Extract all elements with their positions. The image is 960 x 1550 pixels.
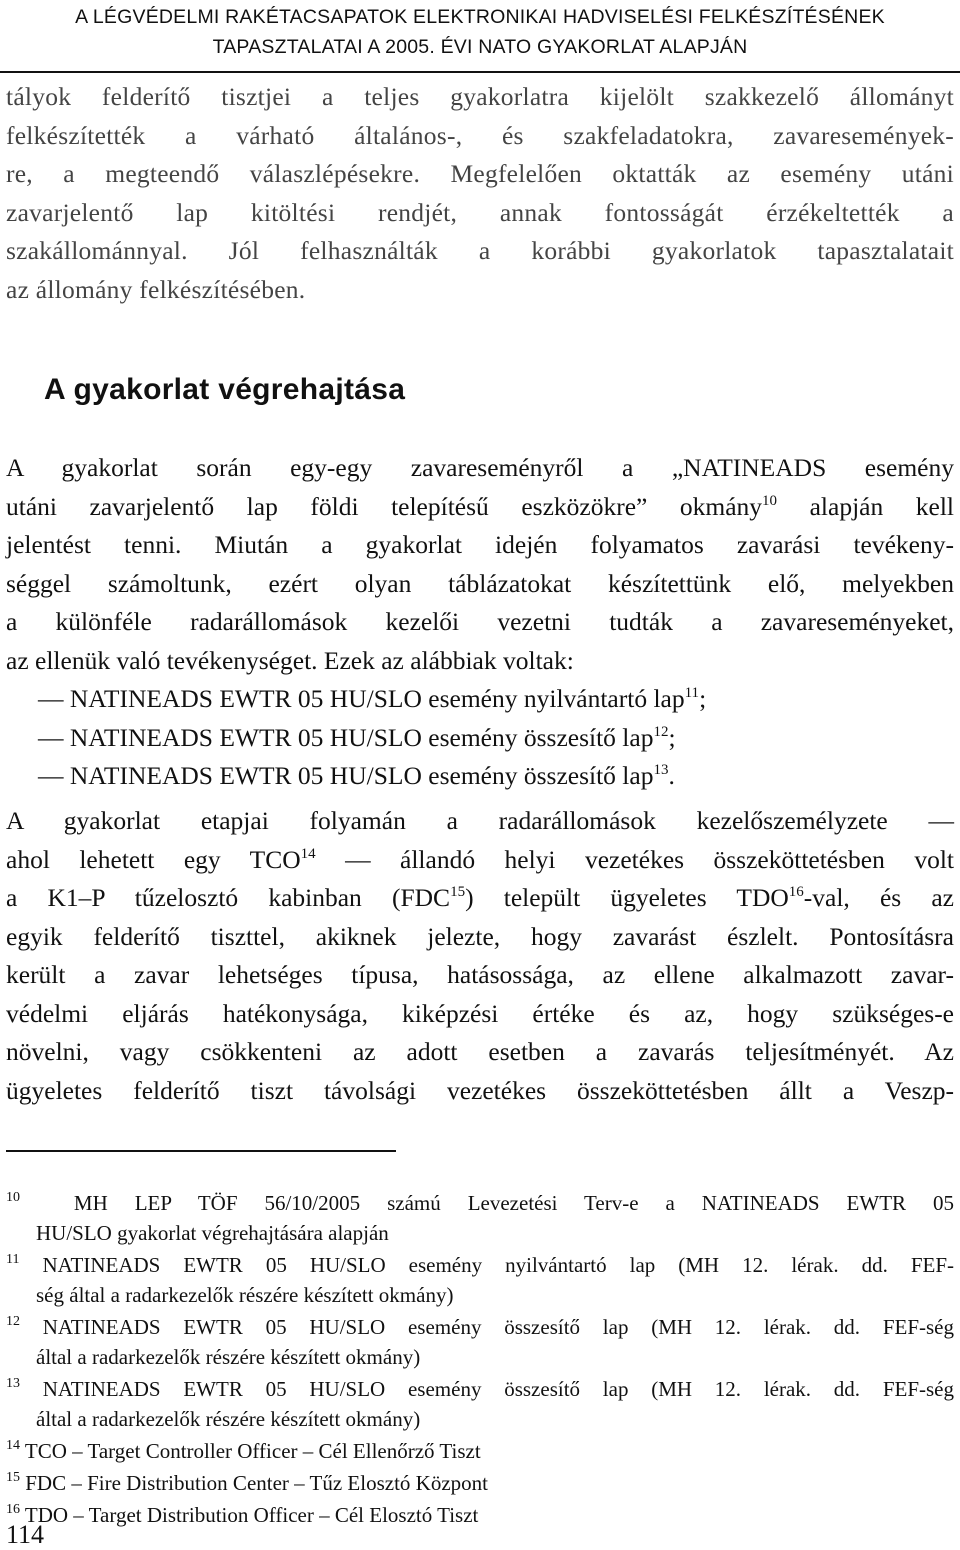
body-text: utáni zavarjelentő lap földi telepítésű eszközökre” okmány <box>6 491 763 521</box>
body-line: A gyakorlat során egy-egy zavareseményről a „NATINEADS esemény <box>6 453 954 482</box>
intro-line: szakállománnyal. Jól felhasználták a korábbi gyakorlatok tapasztalatait <box>6 236 954 265</box>
footnote-line <box>6 1188 954 1218</box>
footnote-line <box>6 1436 954 1466</box>
body-line: jelentést tenni. Miután a gyakorlat idején folyamatos zavarási tevékeny- <box>6 530 954 559</box>
footnote-text: TDO – Target Distribution Officer – Cél Elosztó Tiszt <box>24 1503 479 1527</box>
body-line <box>6 488 954 527</box>
body-line: ügyeletes felderítő tiszt távolsági vezetékes összeköttetésben állt a Veszp- <box>6 1075 954 1105</box>
intro-line: re, a megteendő válaszlépésekre. Megfelelően oktatták az esemény utáni <box>6 159 954 188</box>
footnote-ref[interactable]: 10 <box>762 492 778 509</box>
section-heading: A gyakorlat végrehajtása <box>44 373 406 406</box>
body-line: növelni, vagy csökkenteni az adott esetben a zavarás teljesítményét. Az <box>6 1037 954 1066</box>
footnote-ref[interactable]: 14 <box>300 845 316 862</box>
body-line: az ellenük való tevékenységet. Ezek az alábbiak voltak: <box>6 645 574 675</box>
document-list-item <box>6 757 954 796</box>
footnote-text: NATINEADS EWTR 05 HU/SLO esemény összesítő lap (MH 12. lérak. dd. FEF-ség <box>42 1377 954 1401</box>
footnote-text: MH LEP TÖF 56/10/2005 számú Levezetési Terv-e a NATINEADS EWTR 05 <box>73 1191 954 1215</box>
footnote-ref[interactable]: 12 <box>653 723 669 740</box>
body-line: került a zavar lehetséges típusa, hatásossága, az ellene alkalmazott zavar- <box>6 960 954 989</box>
body-line: séggel számoltunk, ezért olyan táblázatokat készítettünk elő, melyekben <box>6 568 954 598</box>
footnote-line <box>6 1312 954 1342</box>
footnote-text: NATINEADS EWTR 05 HU/SLO esemény összesítő lap (MH 12. lérak. dd. FEF-ség <box>42 1315 954 1339</box>
footnote-line: által a radarkezelők részére készített okmány) <box>36 1345 421 1369</box>
running-header-line-1: A LÉGVÉDELMI RAKÉTACSAPATOK ELEKTRONIKAI HADVISELÉSI FELKÉSZÍTÉSÉNEK <box>75 6 885 28</box>
footnote-line: HU/SLO gyakorlat végrehajtására alapján <box>36 1221 389 1245</box>
footnote-number: 13 <box>6 1376 20 1391</box>
intro-line: tályok felderítő tisztjei a teljes gyakorlatra kijelölt szakkezelő állományt <box>6 82 954 111</box>
footnote-ref[interactable]: 13 <box>653 762 669 778</box>
body-line: A gyakorlat etapjai folyamán a radarállomások kezelőszemélyzete ― <box>6 806 954 835</box>
body-line: védelmi eljárás hatékonysága, kiképzési értéke és az, hogy szükséges-e <box>6 998 954 1028</box>
list-item-punct: ; <box>668 722 676 752</box>
list-item-text: ― NATINEADS EWTR 05 HU/SLO esemény összesítő lap <box>38 722 654 752</box>
footnote-number: 15 <box>6 1470 20 1485</box>
body-paragraph-2 <box>6 802 954 1110</box>
body-text: ) települt ügyeletes TDO <box>465 883 789 912</box>
footnote-ref[interactable]: 15 <box>450 884 466 900</box>
footnote-line: által a radarkezelők részére készített okmány) <box>36 1407 421 1431</box>
body-line <box>6 879 954 918</box>
body-text: -val, és az <box>803 883 955 912</box>
footnote-line <box>6 1250 954 1280</box>
footnote-ref[interactable]: 16 <box>788 884 804 900</box>
footnote-line <box>6 1468 954 1498</box>
body-text: ― állandó helyi vezetékes összeköttetésben volt <box>315 844 954 874</box>
footnote-line <box>6 1374 954 1404</box>
body-text: alapján kell <box>777 491 954 521</box>
footnote-number: 12 <box>6 1314 20 1329</box>
running-header-line-2: TAPASZTALATAI A 2005. ÉVI NATO GYAKORLAT ALAPJÁN <box>212 36 748 58</box>
footnote-number: 11 <box>6 1252 20 1267</box>
document-list-item <box>6 719 954 758</box>
footnote-14 <box>6 1436 954 1466</box>
body-text: a K1–P tűzelosztó kabinban (FDC <box>6 883 451 912</box>
running-header <box>0 2 960 62</box>
document-list-item <box>6 680 954 719</box>
footnote-line: ség által a radarkezelők részére készített okmány) <box>36 1283 454 1307</box>
footnote-separator <box>6 1150 396 1152</box>
intro-line: zavarjelentő lap kitöltési rendjét, annak fontosságát érzékeltették a <box>6 197 954 227</box>
footnote-10 <box>6 1188 954 1248</box>
footnote-number: 16 <box>6 1502 20 1517</box>
footnote-ref[interactable]: 11 <box>684 685 700 701</box>
footnotes <box>6 1188 954 1532</box>
intro-paragraph <box>6 78 954 309</box>
footnote-text: TCO – Target Controller Officer – Cél Ellenőrző Tiszt <box>24 1439 481 1463</box>
body-text: ahol lehetett egy TCO <box>6 844 301 874</box>
footnote-line <box>6 1500 954 1530</box>
intro-line: az állomány felkészítésében. <box>6 274 306 304</box>
body-line: a különféle radarállomások kezelői vezetni tudták a zavareseményeket, <box>6 607 954 636</box>
list-item-punct: . <box>668 761 675 790</box>
footnote-16 <box>6 1500 954 1530</box>
list-item-text: ― NATINEADS EWTR 05 HU/SLO esemény nyilvántartó lap <box>38 684 685 713</box>
body-line: egyik felderítő tiszttel, akiknek jelezte, hogy zavarást észlelt. Pontosításra <box>6 921 954 951</box>
body-line <box>6 841 954 880</box>
footnote-15 <box>6 1468 954 1498</box>
footnote-number: 14 <box>6 1438 20 1453</box>
footnote-11 <box>6 1250 954 1310</box>
list-item-punct: ; <box>699 684 707 713</box>
body-paragraph-1 <box>6 449 954 796</box>
header-divider <box>0 71 960 73</box>
footnote-text: FDC – Fire Distribution Center – Tűz Elosztó Központ <box>25 1471 488 1495</box>
page-number: 114 <box>6 1520 45 1549</box>
list-item-text: ― NATINEADS EWTR 05 HU/SLO esemény összesítő lap <box>38 761 654 790</box>
footnote-number: 10 <box>6 1190 20 1205</box>
intro-line: felkészítették a várható általános-, és szakfeladatokra, zavaresemények- <box>6 120 954 150</box>
footnote-text: NATINEADS EWTR 05 HU/SLO esemény nyilvántartó lap (MH 12. lérak. dd. FEF- <box>42 1253 955 1277</box>
footnote-13 <box>6 1374 954 1434</box>
footnote-12 <box>6 1312 954 1372</box>
